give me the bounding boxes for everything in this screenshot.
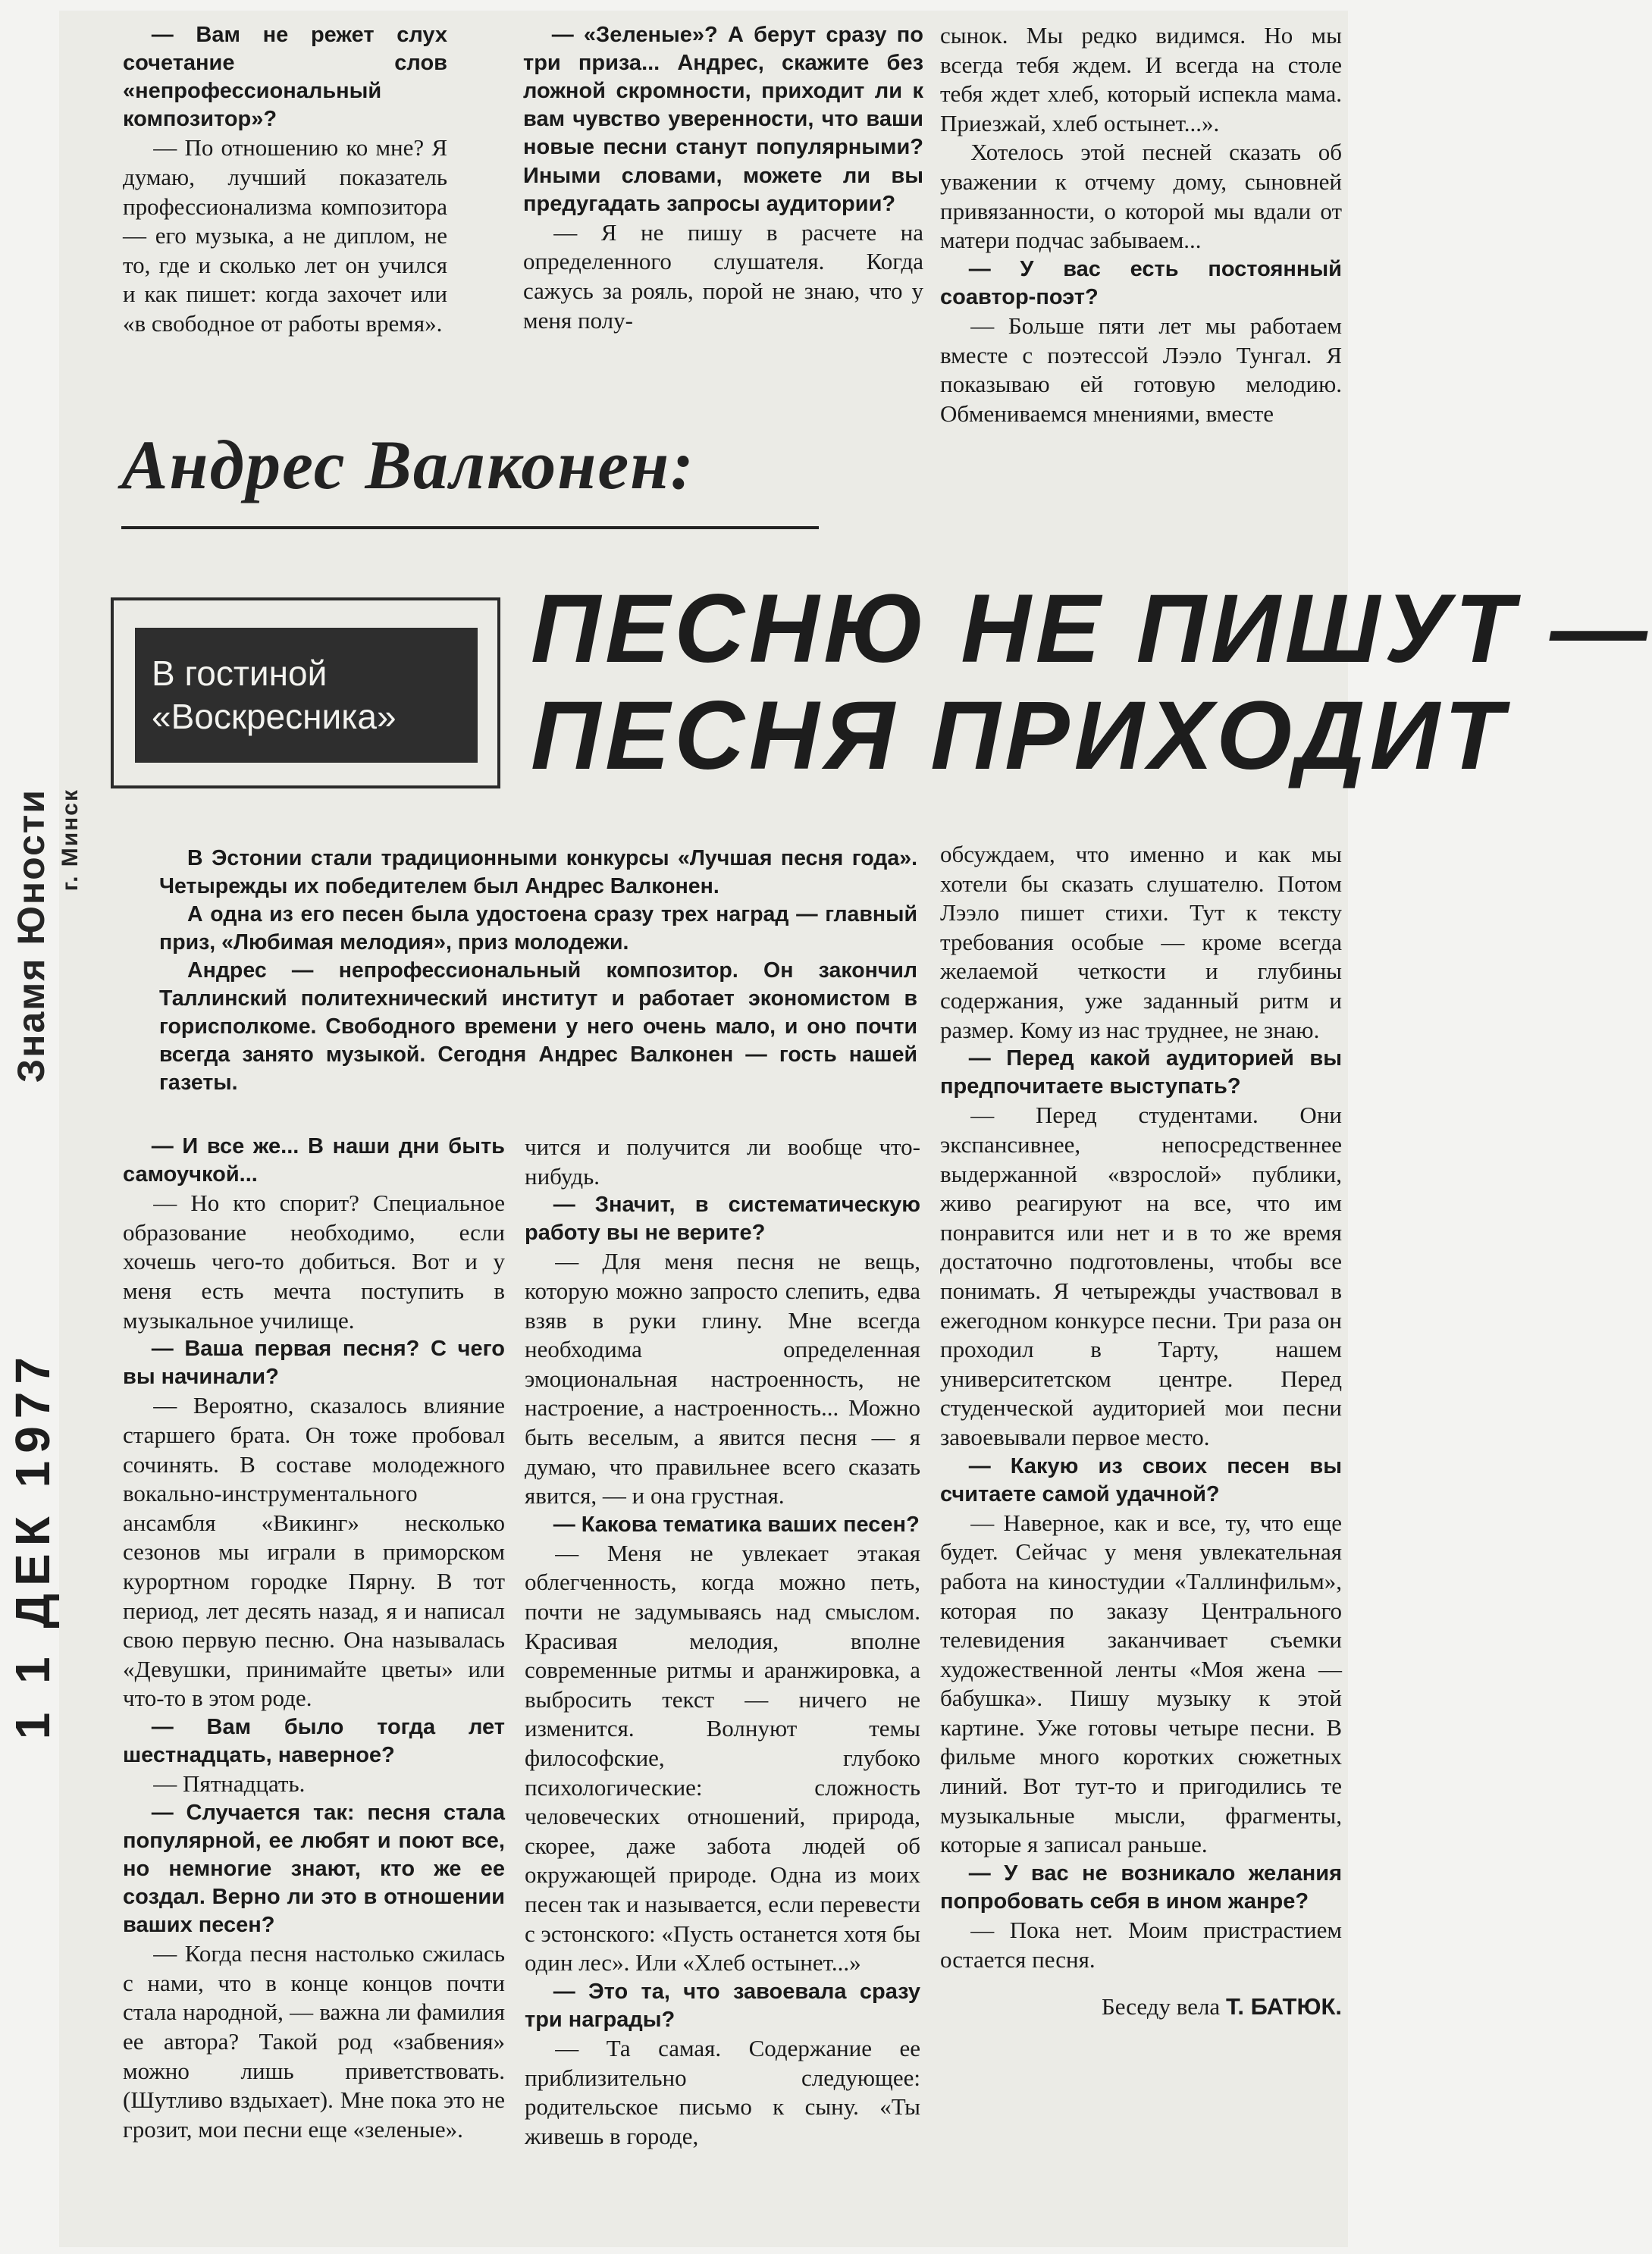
column-3-lower [940,840,1342,2022]
column-3 [940,21,1342,428]
rubric-line-2: «Воскресника» [152,697,397,736]
interview-question: — Значит, в систематическую работу вы не верите? [525,1193,920,1246]
interview-question: — Ваша первая песня? С чего вы начинали? [123,1337,505,1390]
interview-question: — Случается так: песня стала популярной, ее любят и поют все, но немногие знают, кто же ее создал. Верно ли это в отношении ваших песен? [123,1800,505,1938]
interview-answer: — Пятнадцать. [153,1770,306,1798]
interview-answer: чится и получится ли вообще что-нибудь. [525,1133,920,1190]
interview-question: — Вам было тогда лет шестнадцать, наверное? [123,1714,505,1768]
lead-paragraph: Андрес — непрофессиональный композитор. Он закончил Таллинский политехнический институт и работает экономистом в горисполкоме. Свободного времени у него очень мало, и оно почти всегда занято музыкой. Сегодня Андрес Валконен — гость нашей газеты. [159,958,917,1096]
top-column-2 [523,21,923,335]
interview-answer: — Перед студентами. Они экспансивнее, непосредственнее выдержанной «взрослой» публики, живо реагируют на все, что им понравится или нет и в то же время достаточно подготовлены, чтобы все понимать. Я четырежды участвовал в ежегодном конкурсе песни. Три раза он проходил в Тарту, нашем университетском центре. Перед студенческой аудиторией мои песни завоевывали первое место. [940,1102,1342,1450]
column-1-lower [123,1133,505,2144]
article-title: Андрес Валконен: [121,426,695,503]
interview-answer: — Меня не увлекает этакая облегченность, когда можно петь, почти не задумываясь над смыслом. Красивая мелодия, вполне современные ритмы и аранжировка, а выбросить текст — ничего не изменится. Волнуют темы философские, глубоко психологические: сложность человеческих отношений, природа, скорее, даже забота людей об окружающей природе. Одна из моих песен так и называется, если перевести с эстонского: «Пусть останется хотя бы один лес». Или «Хлеб остынет...» [525,1539,920,1977]
top-column-1 [123,21,447,339]
rubric-box [111,597,500,788]
interview-answer: — Для меня песня не вещь, которую можно запросто слепить, едва взяв в руки глину. Мне всегда необходима определенная эмоциональная настроенность, не настроение, а настроенность... Можно быть веселым, а явится песня — я думаю, что правильнее всего сказать явится, — и она грустная. [525,1248,920,1509]
interview-question: — У вас не возникало желания попробовать себя в ином жанре? [940,1861,1342,1914]
interview-question: — Какую из своих песен вы считаете самой удачной? [940,1453,1342,1506]
rubric-line-1: В гостиной [152,653,328,693]
headline-line-1: ПЕСНЮ НЕ ПИШУТ — [531,575,1652,683]
column-2-lower [525,1133,920,2151]
signature [940,1992,1342,2022]
signature-name: Т. БАТЮК. [1225,1993,1342,2020]
interview-question: — Какова тематика ваших песен? [553,1512,920,1537]
interview-answer: — Наверное, как и все, ту, что еще будет. Сейчас у меня увлекательная работа на киностудии «Таллинфильм», которая по заказу Центрального телевидения заканчивает съемки художественной ленты «Моя жена — бабушка». Пишу музыку к этой картине. Уже готовы четыре песни. В фильме много коротких сюжетных линий. Вот тут-то и пригодились те музыкальные мысли, фрагменты, которые я записал раньше. [940,1509,1342,1858]
headline-line-2: ПЕСНЯ ПРИХОДИТ [531,681,1508,790]
interview-answer: — Я не пишу в расчете на определенного слушателя. Когда сажусь за рояль, порой не знаю, что у меня полу- [523,218,923,334]
clipping-cutout [0,11,59,769]
interview-answer: Хотелось этой песней сказать об уважении к отчему дому, сыновней привязанности, о которой мы вдали от матери подчас забываем... [940,139,1342,254]
source-stamp: Знамя Юности [10,788,52,1083]
source-city: г. Минск [58,788,83,892]
interview-question: — У вас есть постоянный соавтор-поэт? [940,256,1342,309]
interview-question: — Перед какой аудиторией вы предпочитаете выступать? [940,1046,1342,1099]
interview-answer: обсуждаем, что именно и как мы хотели бы сказать слушателю. Потом Лээло пишет стихи. Тут к тексту требования особые — кроме всегда желаемой четкости и глубины содержания, уже заданный ритм и размер. Кому из нас труднее, не знаю. [940,841,1342,1043]
interview-question: — И все же... В наши дни быть самоучкой... [123,1134,505,1187]
title-rule [121,526,819,529]
interview-answer: — Вероятно, сказалось влияние старшего брата. Он тоже пробовал сочинять. В составе молодежного вокально-инструментального ансамбля «Викинг» несколько сезонов мы играли в приморском курортном городке Пярну. В тот период, лет десять назад, я и написал свою первую песню. Она называлась «Девушки, принимайте цветы» или что-то в этом роде. [123,1392,505,1712]
headline [531,575,1652,790]
interview-answer: — Но кто спорит? Специальное образование необходимо, если хочешь чего-то добиться. Вот и у меня есть мечта поступить в музыкальное училище. [123,1190,505,1334]
interview-question: — Вам не режет слух сочетание слов «непрофессиональный композитор»? [123,23,447,132]
interview-answer: — Пока нет. Моим пристрастием остается песня. [940,1917,1342,1973]
interview-question: — Это та, что завоевала сразу три награды? [525,1979,920,2032]
date-stamp: 1 1 ДЕК 1977 [5,1350,60,1740]
interview-answer: — Когда песня настолько сжилась с нами, что в конце концов почти стала народной, — важна ли фамилия ее автора? Такой род «забвения» можно лишь приветствовать. (Шутливо вздыхает). Мне пока это не грозит, мои песни еще «зеленые». [123,1940,505,2143]
rubric-label [135,628,478,763]
interview-question: — «Зеленые»? А берут сразу по три приза... Андрес, скажите без ложной скромности, приходит ли к вам чувство уверенности, что ваши новые песни станут популярными? Иными словами, можете ли вы предугадать запросы аудитории? [523,23,923,216]
lead-paragraph: В Эстонии стали традиционными конкурсы «Лучшая песня года». Четырежды их победителем был Андрес Валконен. [159,846,917,899]
interview-answer: сынок. Мы редко видимся. Но мы всегда тебя ждем. И всегда на столе тебя ждет хлеб, который испекла мама. Приезжай, хлеб остынет...». [940,22,1342,136]
signature-prefix: Беседу вела [1101,1993,1226,2020]
interview-answer: — По отношению ко мне? Я думаю, лучший показатель профессионализма композитора — его музыка, а не диплом, не то, где и сколько лет он учился и как пишет: когда захочет или «в свободное от работы время». [123,134,447,337]
article-lead [159,845,917,1097]
interview-answer: — Та самая. Содержание ее приблизительно следующее: родительское письмо к сыну. «Ты живешь в городе, [525,2034,920,2149]
lead-paragraph: А одна из его песен была удостоена сразу трех наград — главный приз, «Любимая мелодия», приз молодежи. [159,902,917,955]
interview-answer: — Больше пяти лет мы работаем вместе с поэтессой Лээло Тунгал. Я показываю ей готовую мелодию. Обмениваемся мнениями, вместе [940,312,1342,427]
